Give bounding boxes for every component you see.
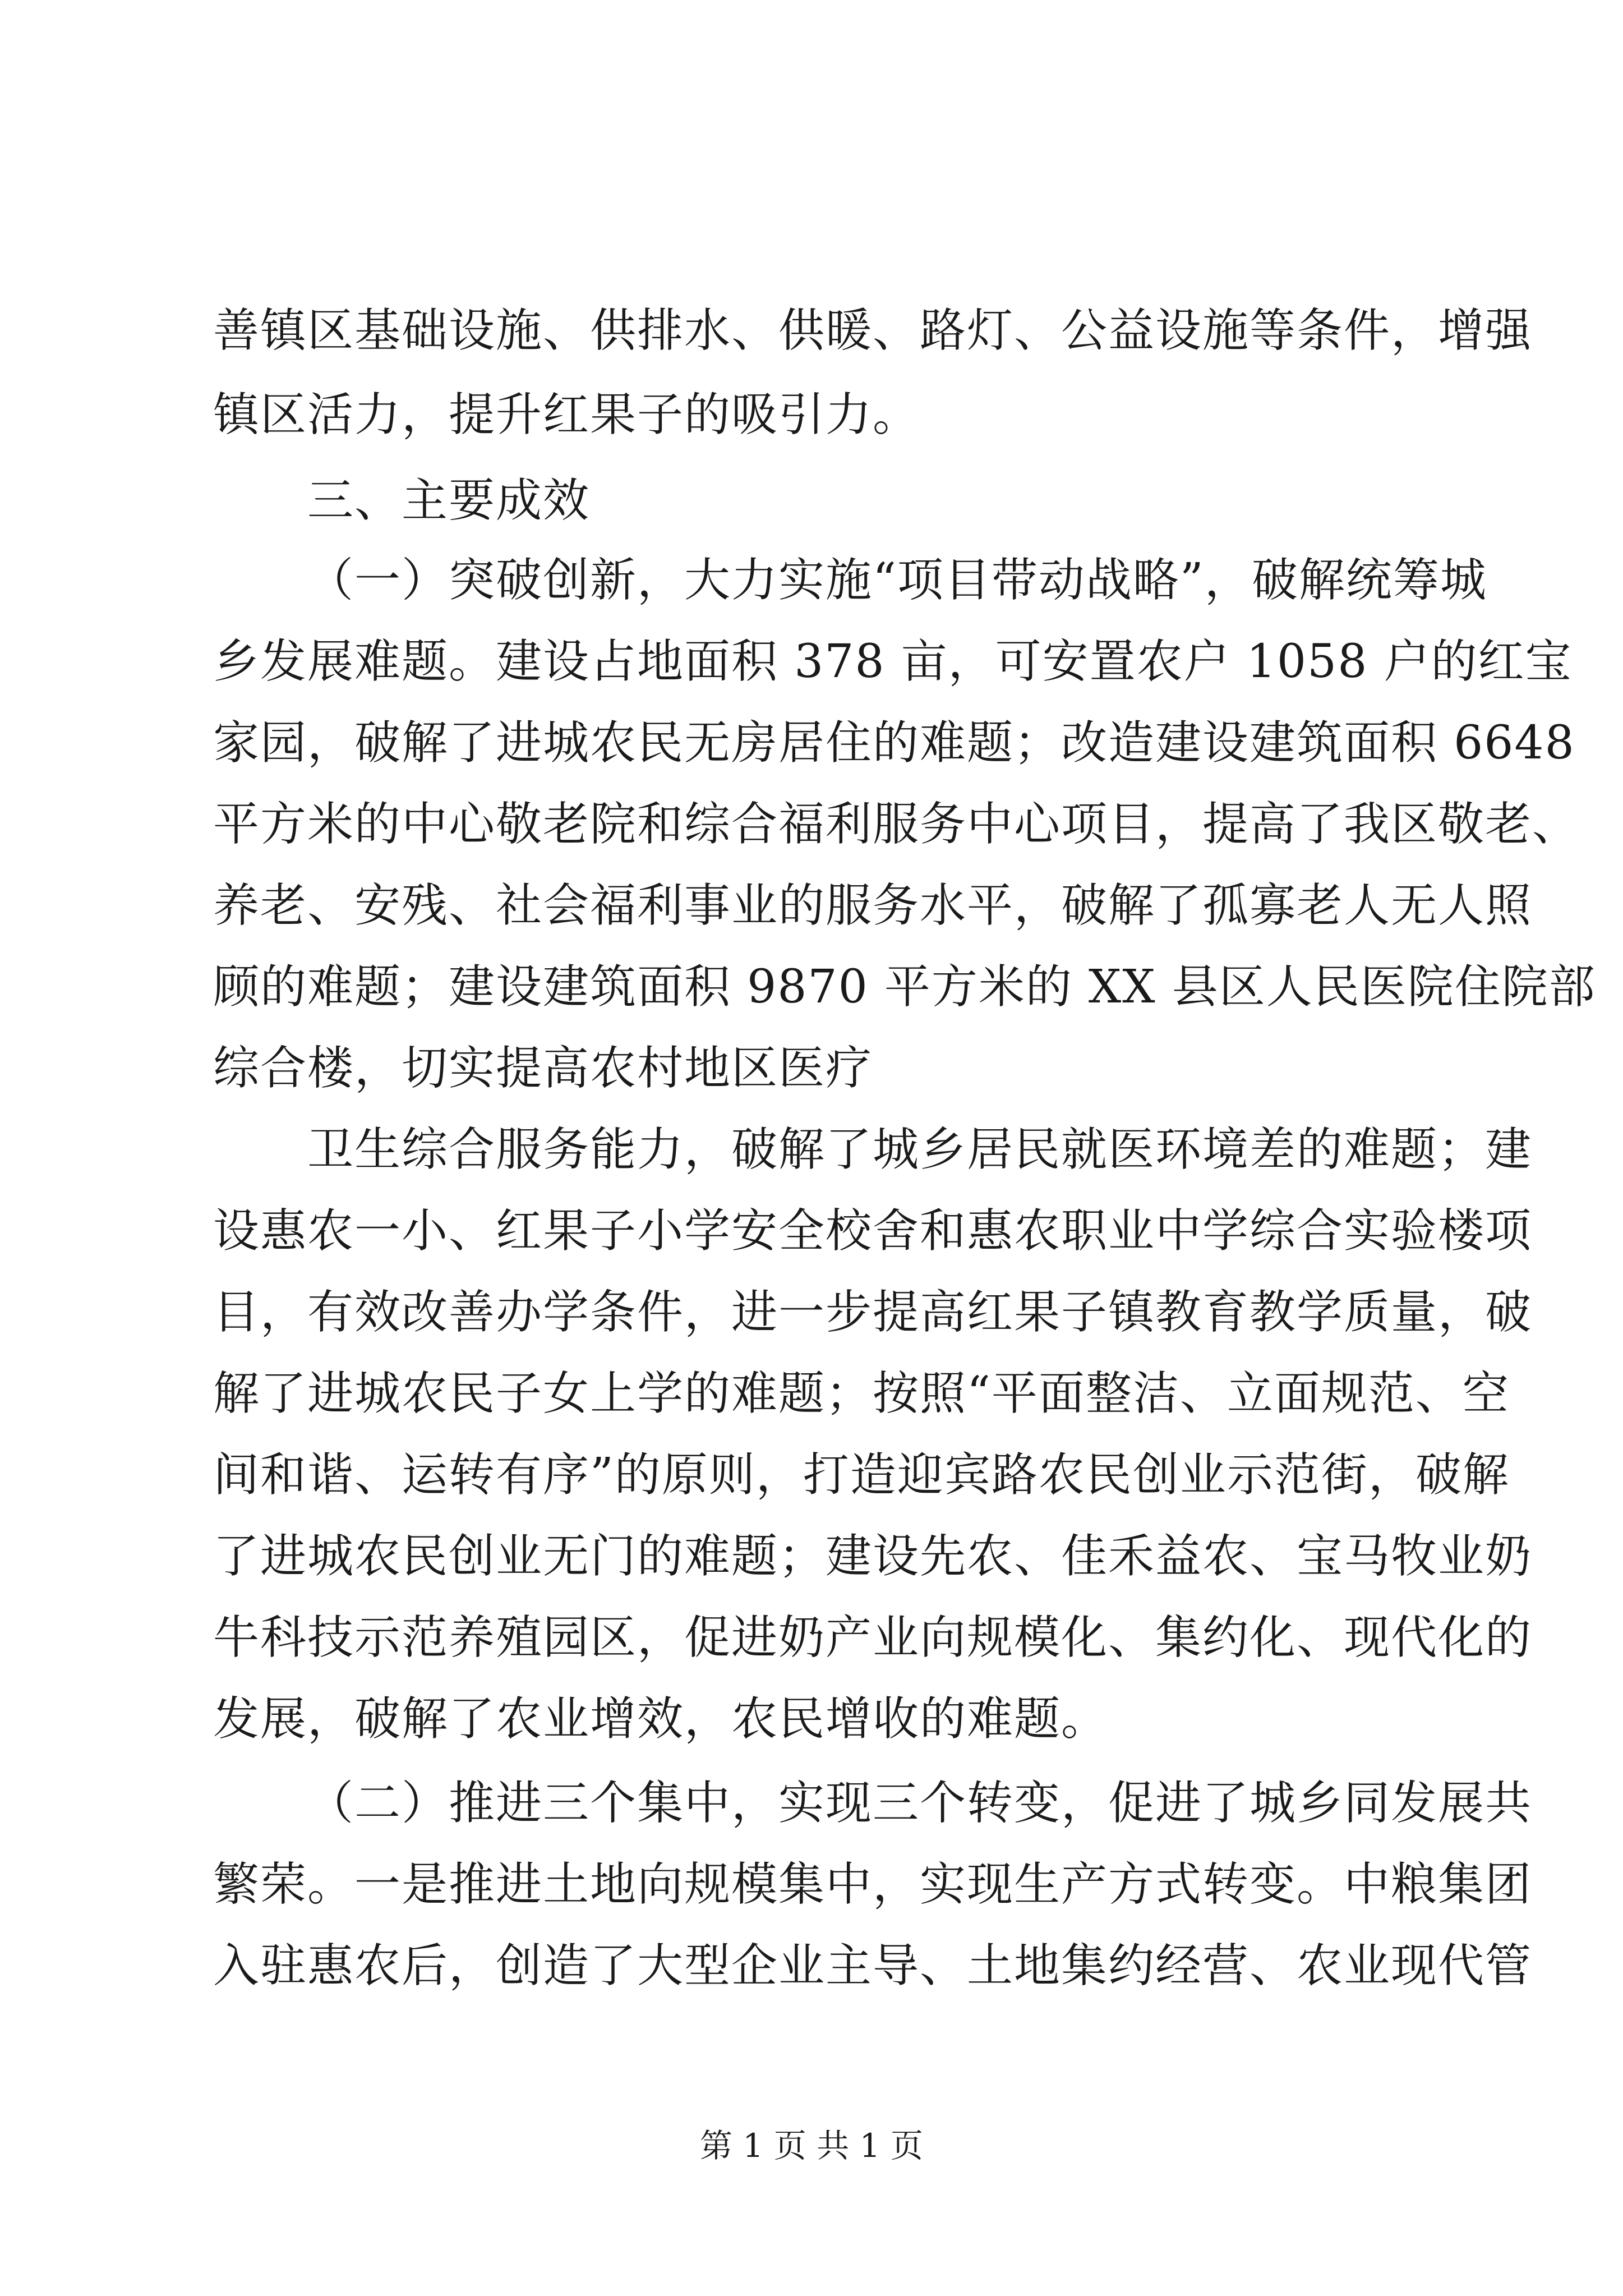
text-line-20: 繁荣。一是推进土地向规模集中，实现生产方式转变。中粮集团 xyxy=(213,1858,1533,1911)
text-line-10: 综合楼，切实提高农村地区医疗 xyxy=(213,1042,873,1095)
text-line-7: 平方米的中心敬老院和综合福利服务中心项目，提高了我区敬老、 xyxy=(213,798,1580,851)
text-line-13: 目，有效改善办学条件，进一步提高红果子镇教育教学质量，破 xyxy=(213,1286,1533,1339)
page-footer: 第 1 页 共 1 页 xyxy=(700,2127,923,2165)
text-line-16: 了进城农民创业无门的难题；建设先农、佳禾益农、宝马牧业奶 xyxy=(213,1530,1533,1583)
text-line-18: 发展，破解了农业增效，农民增收的难题。 xyxy=(213,1692,1109,1746)
text-line-19: （二）推进三个集中，实现三个转变，促进了城乡同发展共 xyxy=(307,1777,1533,1830)
text-line-14: 解了进城农民子女上学的难题；按照“平面整洁、立面规范、空 xyxy=(213,1367,1510,1420)
text-line-4: （一）突破创新，大力实施“项目带动战略”，破解统筹城 xyxy=(307,554,1487,607)
text-line-6: 家园，破解了进城农民无房居住的难题；改造建设建筑面积 6648 xyxy=(213,716,1575,770)
text-line-21: 入驻惠农后，创造了大型企业主导、土地集约经营、农业现代管 xyxy=(213,1939,1533,1993)
text-line-1: 善镇区基础设施、供排水、供暖、路灯、公益设施等条件，增强 xyxy=(213,304,1533,357)
section-heading: 三、主要成效 xyxy=(307,474,591,527)
text-line-12: 设惠农一小、红果子小学安全校舍和惠农职业中学综合实验楼项 xyxy=(213,1204,1533,1258)
text-line-15: 间和谐、运转有序”的原则，打造迎宾路农民创业示范街，破解 xyxy=(213,1448,1510,1502)
text-line-17: 牛科技示范养殖园区，促进奶产业向规模化、集约化、现代化的 xyxy=(213,1611,1533,1664)
text-line-5: 乡发展难题。建设占地面积 378 亩，可安置农户 1058 户的红宝 xyxy=(213,635,1573,688)
text-line-2: 镇区活力，提升红果子的吸引力。 xyxy=(213,388,920,441)
text-line-11: 卫生综合服务能力，破解了城乡居民就医环境差的难题；建 xyxy=(307,1123,1533,1176)
text-line-9: 顾的难题；建设建筑面积 9870 平方米的 XX 县区人民医院住院部 xyxy=(213,960,1596,1014)
text-line-8: 养老、安残、社会福利事业的服务水平，破解了孤寡老人无人照 xyxy=(213,879,1533,932)
